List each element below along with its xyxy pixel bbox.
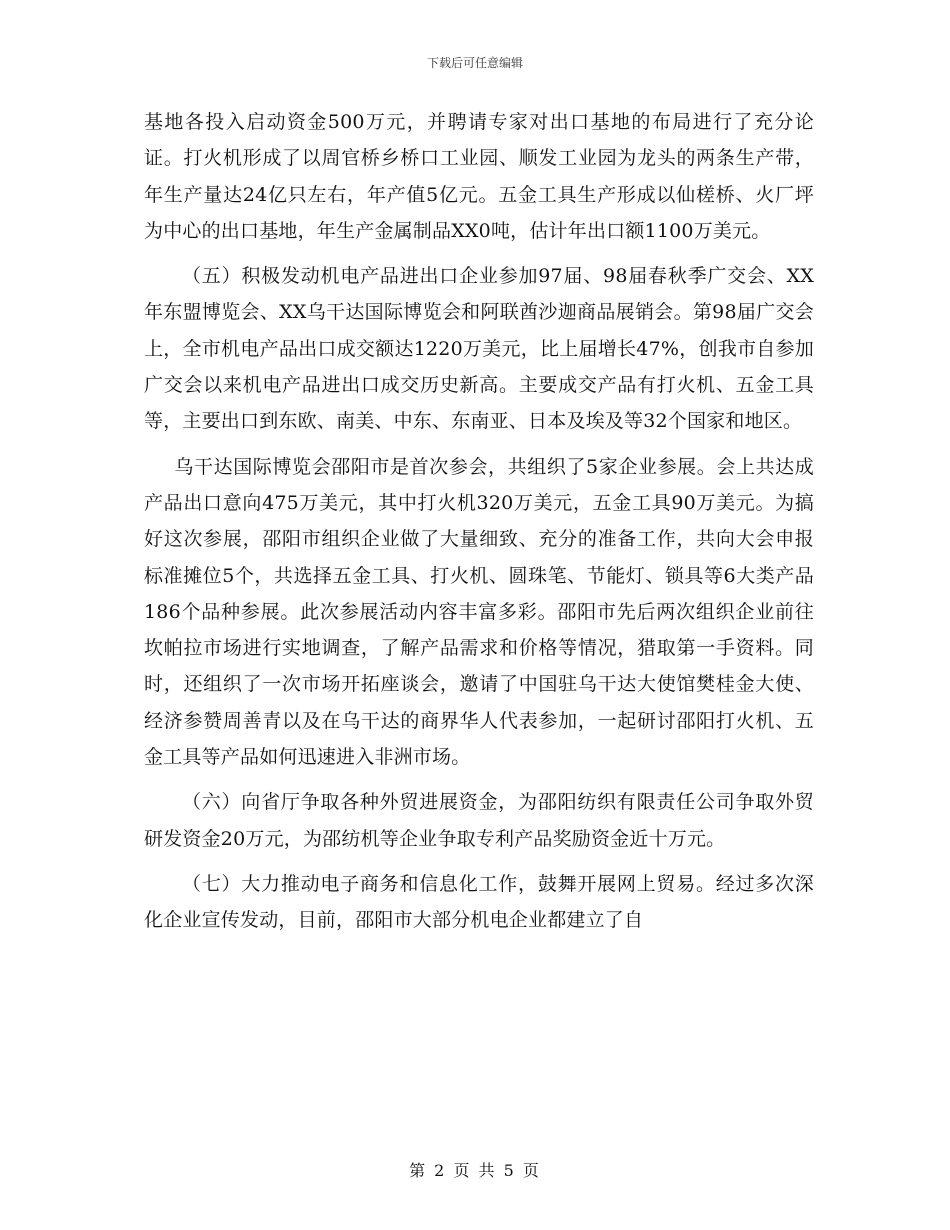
page-number: 第 2 页 共 5 页 — [409, 1161, 541, 1180]
paragraph-uganda-expo: 乌干达国际博览会邵阳市是首次参会，共组织了5家企业参展。会上共达成产品出口意向475万美元，其中打火机320万美元，五金工具90万美元。为搞好这次参展，邵阳市组织企业做了大量细致、充分的准备工作，共向大会申报标准摊位5个，共选择五金工具、打火机、圆珠笔、节能灯、锁具等6大类产品186个品种参展。此次参展活动内容丰富多彩。邵阳市先后两次组织企业前往坎帕拉市场进行实地调查，了解产品需求和价格等情况，猎取第一手资料。同时，还组织了一次市场开拓座谈会，邀请了中国驻乌干达大使馆樊桂金大使、经济参赞周善青以及在乌干达的商界华人代表参加，一起研讨邵阳打火机、五金工具等产品如何迅速进入非洲市场。 — [144, 455, 814, 769]
page-header: 下载后可任意编辑 — [426, 56, 523, 70]
paragraph-ecommerce: （七）大力推动电子商务和信息化工作，鼓舞开展网上贸易。经过多次深化企业宣传发动，目前，邵阳市大部分机电企业都建立了自 — [144, 872, 814, 932]
paragraph-trade-funds: （六）向省厅争取各种外贸进展资金，为邵阳纺织有限责任公司争取外贸研发资金20万元，为邵纺机等企业争取专利产品奖励资金近十万元。 — [144, 791, 814, 850]
paragraph-base-investment: 基地各投入启动资金500万元，并聘请专家对出口基地的布局进行了充分论证。打火机形成了以周官桥乡桥口工业园、顺发工业园为龙头的两条生产带，年生产量达24亿只左右，年产值5亿元。五金工具生产形成以仙槎桥、火厂坪为中心的出口基地，年生产金属制品XX0吨，估计年出口额1100万美元。 — [144, 111, 814, 242]
paragraph-trade-fairs: （五）积极发动机电产品进出口企业参加97届、98届春秋季广交会、XX年东盟博览会、XX乌干达国际博览会和阿联酋沙迦商品展销会。第98届广交会上，全市机电产品出口成交额达1220万美元，比上届增长47%，创我市自参加广交会以来机电产品进出口成交历史新高。主要成交产品有打火机、五金工具等，主要出口到东欧、南美、中东、东南亚、日本及埃及等32个国家和地区。 — [144, 265, 814, 433]
document-body — [144, 104, 814, 948]
